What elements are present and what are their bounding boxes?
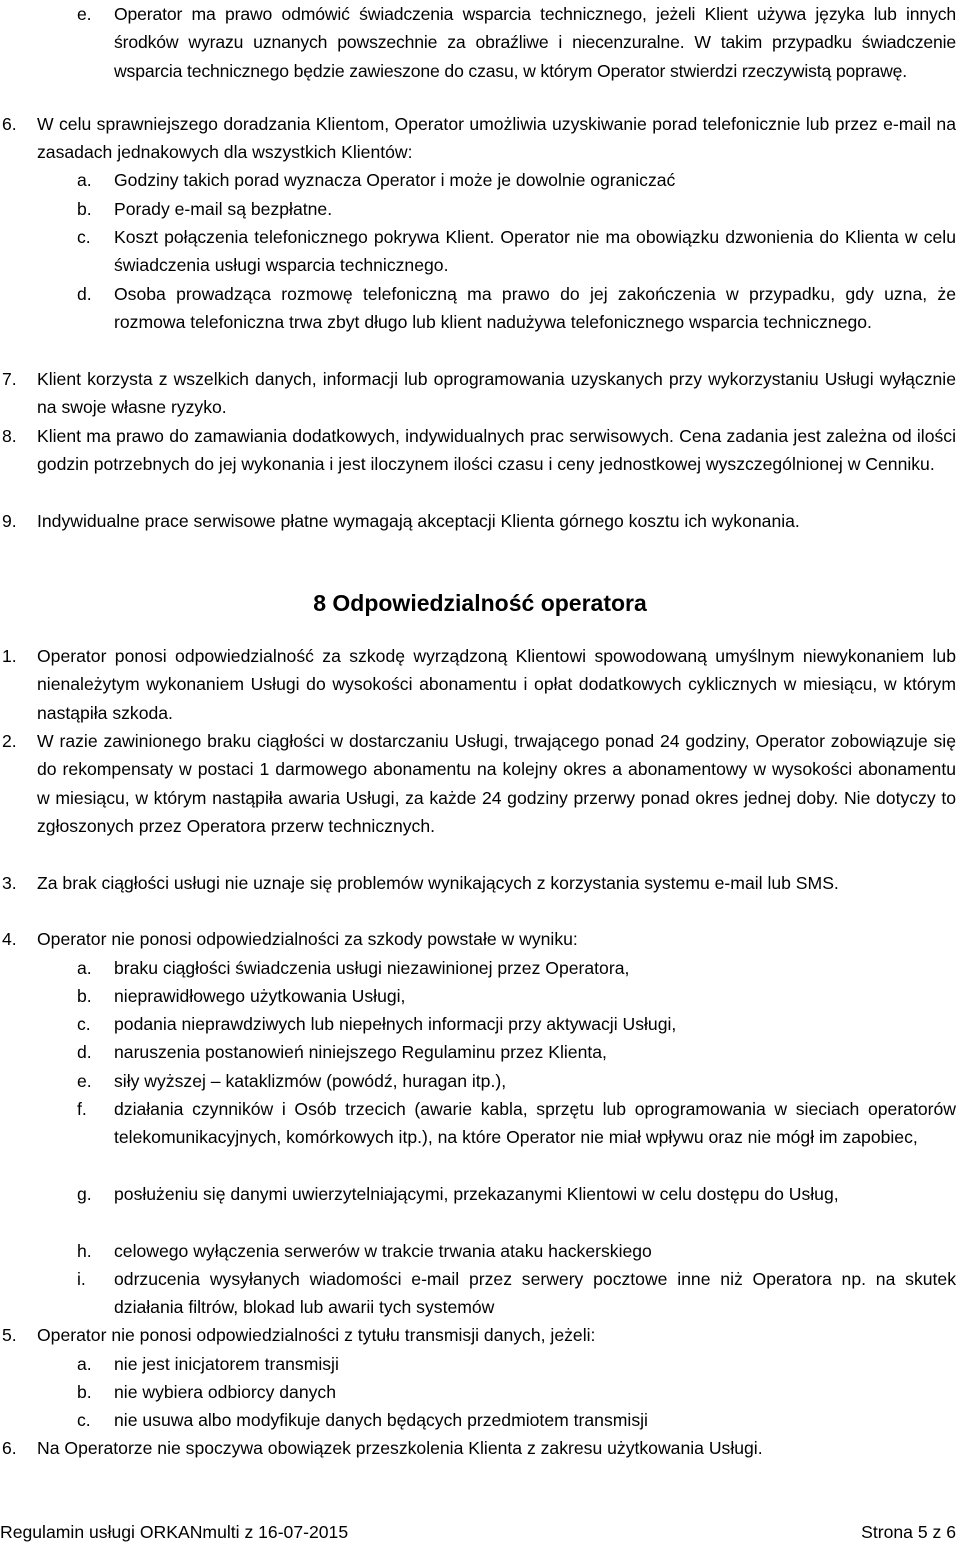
list-item-text: Indywidualne prace serwisowe płatne wymagają akceptacji Klienta górnego kosztu ich wykonania. [37, 511, 800, 531]
list-item [0, 1067, 956, 1095]
list-marker: e. [77, 4, 92, 24]
list-item-text: Godziny takich porad wyznacza Operator i może je dowolnie ograniczać [114, 170, 676, 190]
list-item [0, 1265, 956, 1322]
list-item-text: posłużeniu się danymi uwierzytelniającymi, przekazanymi Klientowi w celu dostępu do Usług, [114, 1184, 839, 1204]
list-item-text: naruszenia postanowień niniejszego Regulaminu przez Klienta, [114, 1042, 607, 1062]
list-marker: d. [77, 1042, 92, 1062]
list-item [0, 280, 956, 337]
list-item [0, 1010, 956, 1038]
list-item-text: Koszt połączenia telefonicznego pokrywa Klient. Operator nie ma obowiązku dzwonienia do Klienta w celu świadczenia usługi wsparcia technicznego. [114, 227, 956, 276]
list-item-text: odrzucenia wysyłanych wiadomości e-mail przez serwery pocztowe inne niż Operatora np. na skutek działania filtrów, blokad lub awarii tych systemów [114, 1269, 956, 1318]
list-item [0, 1378, 956, 1406]
list-item-text: Operator nie ponosi odpowiedzialności za szkody powstałe w wyniku: [37, 929, 578, 949]
list-item-text: Porady e-mail są bezpłatne. [114, 199, 333, 219]
list-item [0, 869, 956, 897]
list-item [0, 195, 956, 223]
section-heading: 8 Odpowiedzialność operatora [313, 590, 647, 616]
list-item-text: Klient ma prawo do zamawiania dodatkowych, indywidualnych prac serwisowych. Cena zadania jest zależna od ilości godzin potrzebnych do jej wykonania i jest iloczynem ilości czasu i ceny jednostkowej wyszczególnionej w Cenniku. [37, 426, 956, 475]
list-item [0, 1350, 956, 1378]
list-item [0, 727, 956, 841]
list-item-text: działania czynników i Osób trzecich (awarie kabla, sprzętu lub oprogramowania w sieciach operatorów telekomunikacyjnych, komórkowych itp.), na które Operator nie miał wpływu oraz nie mógł im zapobiec, [114, 1099, 956, 1148]
list-item-text: Operator ponosi odpowiedzialność za szkodę wyrządzoną Klientowi spowodowaną umyślnym niewykonaniem lub nienależytym wykonaniem Usługi do wysokości abonamentu i opłat dodatkowych cyklicznych w miesiącu, w którym nastąpiła szkoda. [37, 646, 956, 723]
footer-document-title: Regulamin usługi ORKANmulti z 16-07-2015 [0, 1522, 349, 1542]
list-item [0, 1095, 956, 1152]
list-item-text: nie usuwa albo modyfikuje danych będących przedmiotem transmisji [114, 1410, 648, 1430]
list-marker: 3. [2, 873, 17, 893]
list-item [0, 642, 956, 727]
list-item-text: podania nieprawdziwych lub niepełnych informacji przy aktywacji Usługi, [114, 1014, 677, 1034]
footer-page-number: Strona 5 z 6 [861, 1522, 956, 1542]
list-item-text: Na Operatorze nie spoczywa obowiązek przeszkolenia Klienta z zakresu użytkowania Usługi. [37, 1438, 763, 1458]
list-item [0, 110, 956, 167]
list-item-text: nie wybiera odbiorcy danych [114, 1382, 337, 1402]
list-item-text: W razie zawinionego braku ciągłości w dostarczaniu Usługi, trwającego ponad 24 godziny, Operator zobowiązuje się do rekompensaty w postaci 1 darmowego abonamentu na kolejny okres a abonamentowy w wysokości abonamentu w miesiącu, w którym nastąpiła awaria Usługi, za każde 24 godziny przerwy ponad okres jednej doby. Nie dotyczy to zgłoszonych przez Operatora przerw technicznych. [37, 731, 956, 837]
list-marker: c. [77, 1014, 91, 1034]
list-item-text: siły wyższej – kataklizmów (powódź, huragan itp.), [114, 1071, 507, 1091]
list-item [0, 1406, 956, 1434]
list-item [0, 1038, 956, 1066]
list-marker: a. [77, 958, 92, 978]
list-item-text: Klient korzysta z wszelkich danych, informacji lub oprogramowania uzyskanych przy wykorzystaniu Usługi wyłącznie na swoje własne ryzyko. [37, 369, 956, 418]
list-marker: 2. [2, 731, 17, 751]
list-item [0, 0, 956, 85]
list-item [0, 1321, 956, 1349]
list-marker: c. [77, 227, 91, 247]
list-marker: h. [77, 1241, 92, 1261]
list-item-text: Za brak ciągłości usługi nie uznaje się problemów wynikających z korzystania systemu e-mail lub SMS. [37, 873, 839, 893]
list-marker: b. [77, 1382, 92, 1402]
list-item-text: nieprawidłowego użytkowania Usługi, [114, 986, 406, 1006]
list-item [0, 223, 956, 280]
list-marker: 8. [2, 426, 17, 446]
list-marker: b. [77, 986, 92, 1006]
list-item [0, 422, 956, 479]
list-item [0, 1237, 956, 1265]
list-item-text: Osoba prowadząca rozmowę telefoniczną ma prawo do jej zakończenia w przypadku, gdy uzna, że rozmowa telefoniczna trwa zbyt długo lub klient nadużywa telefonicznego wsparcia technicznego. [114, 284, 956, 333]
list-item [0, 166, 956, 194]
list-item-text: Operator ma prawo odmówić świadczenia wsparcia technicznego, jeżeli Klient używa języka lub innych środków wyrazu uznanych powszechnie za obraźliwe i niecenzuralne. W takim przypadku świadczenie wsparcia technicznego będzie zawieszone do czasu, w którym Operator stwierdzi rzeczywistą poprawę. [114, 4, 956, 81]
list-marker: d. [77, 284, 92, 304]
list-marker: f. [77, 1099, 87, 1119]
list-marker: 9. [2, 511, 17, 531]
list-item-text: celowego wyłączenia serwerów w trakcie trwania ataku hackerskiego [114, 1241, 652, 1261]
list-marker: 6. [2, 114, 17, 134]
list-marker: 5. [2, 1325, 17, 1345]
list-marker: c. [77, 1410, 91, 1430]
list-item [0, 365, 956, 422]
list-marker: i. [77, 1269, 86, 1289]
list-item [0, 507, 956, 535]
list-marker: a. [77, 1354, 92, 1374]
list-marker: 7. [2, 369, 17, 389]
list-item-text: braku ciągłości świadczenia usługi niezawinionej przez Operatora, [114, 958, 630, 978]
list-item [0, 1434, 956, 1462]
list-marker: 6. [2, 1438, 17, 1458]
list-marker: b. [77, 199, 92, 219]
list-marker: 4. [2, 929, 17, 949]
list-item-text: Operator nie ponosi odpowiedzialności z tytułu transmisji danych, jeżeli: [37, 1325, 596, 1345]
list-marker: g. [77, 1184, 92, 1204]
list-marker: a. [77, 170, 92, 190]
list-item [0, 925, 956, 953]
list-item [0, 954, 956, 982]
list-item-text: W celu sprawniejszego doradzania Klientom, Operator umożliwia uzyskiwanie porad telefonicznie lub przez e-mail na zasadach jednakowych dla wszystkich Klientów: [37, 114, 956, 163]
list-item [0, 1180, 956, 1208]
list-item-text: nie jest inicjatorem transmisji [114, 1354, 339, 1374]
list-marker: e. [77, 1071, 92, 1091]
list-marker: 1. [2, 646, 17, 666]
list-item [0, 982, 956, 1010]
